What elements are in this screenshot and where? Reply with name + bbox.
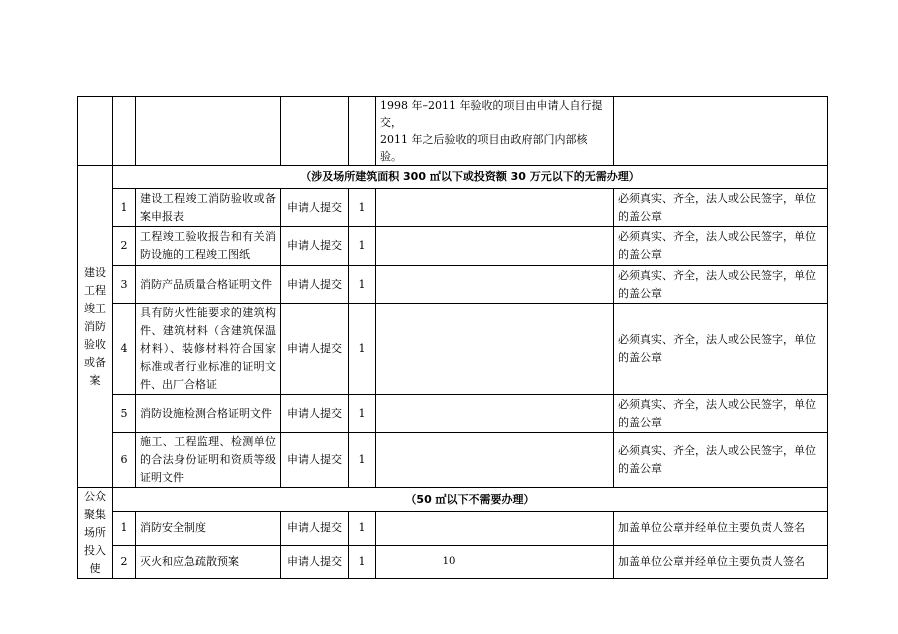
- requirements-table: [77, 96, 828, 579]
- table-row: [78, 433, 828, 488]
- row-number: 6: [113, 433, 136, 488]
- remark: 加盖单位公章并经单位主要负责人签名: [614, 512, 828, 545]
- blank-cell: [376, 227, 614, 266]
- submitter: 申请人提交: [281, 433, 349, 488]
- blank-cell: [376, 395, 614, 433]
- quantity: 1: [349, 395, 376, 433]
- material-name: 具有防火性能要求的建筑构件、建筑材料（含建筑保温材料）、装修材料符合国家标准或者行业标准的证明文件、出厂合格证: [136, 304, 281, 395]
- blank-cell: [376, 189, 614, 227]
- submitter: 申请人提交: [281, 189, 349, 227]
- material-name: 工程竣工验收报告和有关消防设施的工程竣工图纸: [136, 227, 281, 266]
- category-cell: [78, 97, 113, 166]
- quantity: 1: [349, 433, 376, 488]
- section-category: 建设工程竣工消防验收或备案: [78, 166, 113, 488]
- material-name: 施工、工程监理、检测单位的合法身份证明和资质等级证明文件: [136, 433, 281, 488]
- row-number: 2: [113, 545, 136, 578]
- remark: 必须真实、齐全，法人或公民签字，单位的盖公章: [614, 395, 828, 433]
- blank-cell: [376, 266, 614, 304]
- quantity: 1: [349, 189, 376, 227]
- row-number: 1: [113, 512, 136, 545]
- remark: 必须真实、齐全，法人或公民签字，单位的盖公章: [614, 189, 828, 227]
- remark: 必须真实、齐全，法人或公民签字，单位的盖公章: [614, 266, 828, 304]
- table-row: [78, 189, 828, 227]
- row-number: 3: [113, 266, 136, 304]
- submitter: 申请人提交: [281, 395, 349, 433]
- number-cell: [113, 97, 136, 166]
- section-banner-row: [78, 488, 828, 512]
- remark: 必须真实、齐全，法人或公民签字，单位的盖公章: [614, 304, 828, 395]
- remark-line: 2011 年之后验收的项目由政府部门内部核验。: [380, 133, 588, 163]
- remark-cell: [376, 97, 614, 166]
- section-category: 公众聚集场所投入使: [78, 488, 113, 579]
- section-banner: （涉及场所建筑面积 300 ㎡以下或投资额 30 万元以下的无需办理）: [113, 166, 828, 189]
- quantity: 1: [349, 512, 376, 545]
- material-name-cell: [136, 97, 281, 166]
- quantity: 1: [349, 266, 376, 304]
- section-banner: （50 ㎡以下不需要办理）: [113, 488, 828, 512]
- quantity: 1: [349, 545, 376, 578]
- blank-cell: [376, 304, 614, 395]
- material-name: 消防安全制度: [136, 512, 281, 545]
- quantity: 1: [349, 227, 376, 266]
- table-row: [78, 266, 828, 304]
- table-row: [78, 512, 828, 545]
- submitter: 申请人提交: [281, 512, 349, 545]
- quantity: 1: [349, 304, 376, 395]
- remark-line: 1998 年–2011 年验收的项目由申请人自行提交，: [380, 99, 603, 129]
- remark: 加盖单位公章并经单位主要负责人签名: [614, 545, 828, 578]
- row-number: 5: [113, 395, 136, 433]
- quantity-cell: [349, 97, 376, 166]
- extra-cell: [614, 97, 828, 166]
- submitter: 申请人提交: [281, 227, 349, 266]
- submitter: 申请人提交: [281, 545, 349, 578]
- remark: 必须真实、齐全，法人或公民签字，单位的盖公章: [614, 227, 828, 266]
- remark: 必须真实、齐全，法人或公民签字，单位的盖公章: [614, 433, 828, 488]
- table-row: [78, 304, 828, 395]
- blank-cell: [376, 512, 614, 545]
- submitter: 申请人提交: [281, 266, 349, 304]
- table-row-continuation: [78, 97, 828, 166]
- section-banner-row: [78, 166, 828, 189]
- table-row: [78, 395, 828, 433]
- blank-cell: [376, 433, 614, 488]
- material-name: 建设工程竣工消防验收或备案申报表: [136, 189, 281, 227]
- page-number: 10: [442, 556, 456, 567]
- submitter: 申请人提交: [281, 304, 349, 395]
- submitter-cell: [281, 97, 349, 166]
- table-row: [78, 227, 828, 266]
- row-number: 1: [113, 189, 136, 227]
- row-number: 4: [113, 304, 136, 395]
- material-name: 消防产品质量合格证明文件: [136, 266, 281, 304]
- material-name: 消防设施检测合格证明文件: [136, 395, 281, 433]
- material-name: 灭火和应急疏散预案: [136, 545, 281, 578]
- row-number: 2: [113, 227, 136, 266]
